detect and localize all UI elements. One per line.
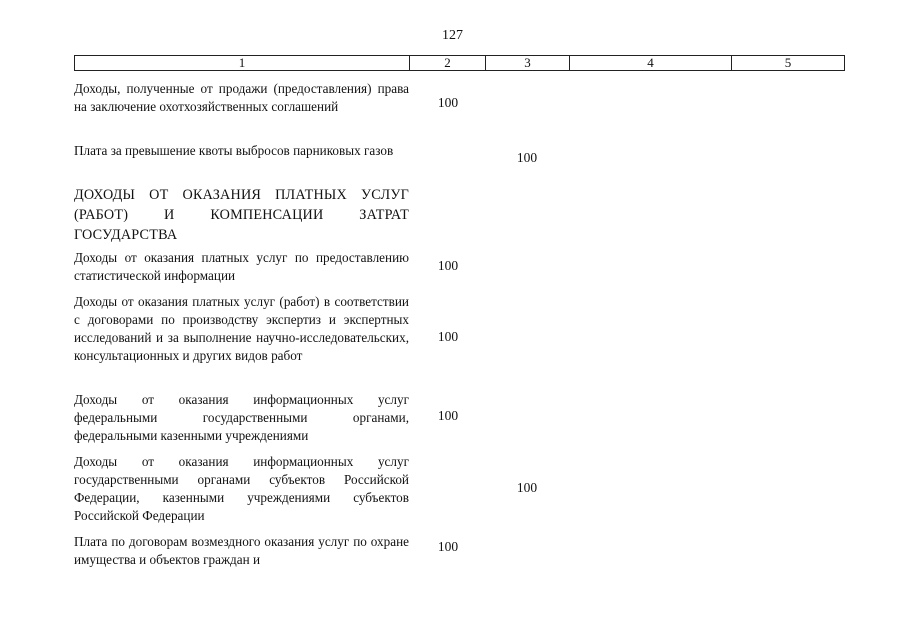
table-header-row <box>74 55 845 71</box>
table-cell-col2: 100 <box>437 408 459 423</box>
table-row-description: Доходы от оказания информационных услуг федеральными государственными органами, федеральными казенными учреждениями <box>74 392 409 443</box>
table-row-description: Плата по договорам возмездного оказания услуг по охране имущества и объектов граждан и <box>74 534 409 567</box>
table-row-description: Доходы от оказания платных услуг по предоставлению статистической информации <box>74 250 409 283</box>
table-row-description: Доходы, полученные от продажи (предоставления) права на заключение охотхозяйственных соглашений <box>74 81 409 114</box>
table-header-cell-4: 4 <box>570 56 732 70</box>
table-row-description: Плата за превышение квоты выбросов парниковых газов <box>74 143 394 158</box>
table-header-cell-1: 1 <box>75 56 410 70</box>
table-cell-col2: 100 <box>437 258 459 273</box>
table-header-cell-3: 3 <box>486 56 570 70</box>
table-cell-col2: 100 <box>437 539 459 554</box>
section-heading: ДОХОДЫ ОТ ОКАЗАНИЯ ПЛАТНЫХ УСЛУГ (РАБОТ) И КОМПЕНСАЦИИ ЗАТРАТ ГОСУДАРСТВА <box>74 187 409 243</box>
table-cell-col3: 100 <box>516 150 538 165</box>
table-header-cell-5: 5 <box>784 55 792 70</box>
table-cell-col3: 100 <box>516 480 538 495</box>
page-number: 127 <box>442 28 463 43</box>
table-row-description: Доходы от оказания платных услуг (работ) в соответствии с договорами по производству экспертиз и экспертных исследований и за выполнение научно-исследовательских, консультационных и других видов работ <box>74 294 409 363</box>
table-cell-col2: 100 <box>437 329 459 344</box>
table-row-description: Доходы от оказания информационных услуг государственными органами субъектов Российской Федерации, казенными учреждениями субъектов Российской Федерации <box>74 454 409 523</box>
table-header-cell-2: 2 <box>410 56 486 70</box>
table-cell-col2: 100 <box>437 95 459 110</box>
